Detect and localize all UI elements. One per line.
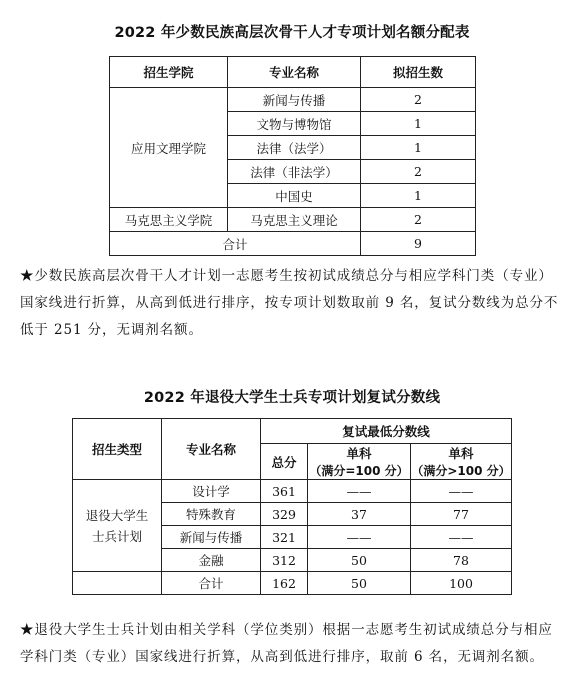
- minority-quota-table: [109, 56, 476, 256]
- college-cell: 马克思主义学院: [110, 208, 228, 232]
- major-cell: 文物与博物馆: [228, 112, 361, 136]
- header-single-100-sub: （满分=100 分）: [309, 464, 409, 478]
- table1-title: 2022 年少数民族高层次骨干人才专项计划名额分配表: [114, 25, 470, 41]
- quota-cell: 1: [361, 136, 476, 160]
- single-100-cell: 50: [308, 572, 411, 595]
- total-row: [73, 572, 512, 595]
- table2-title: 2022 年退役大学生士兵专项计划复试分数线: [143, 390, 441, 406]
- single-over-100-cell: ——: [411, 526, 512, 549]
- veteran-plan-note: ★退役大学生士兵计划由相关学科（学位类别）根据一志愿考生初试成绩总分与相应学科门类（专业）国家线进行折算，从高到低进行排序，取前 6 名，无调剂名额。: [20, 622, 553, 665]
- quota-cell: 1: [361, 112, 476, 136]
- plan-type-cell: [73, 480, 162, 572]
- header-single-100: [308, 444, 411, 480]
- major-cell: 中国史: [228, 184, 361, 208]
- header-single-over-100-title: 单科: [448, 446, 474, 461]
- minority-plan-note: ★少数民族高层次骨干人才计划一志愿考生按初试成绩总分与相应学科门类（专业）国家线进行折算，从高到低进行排序，按专项计划数取前 9 名，复试分数线为总分不低于 251 分，无调剂名额。: [20, 268, 559, 338]
- header-plan-type: 招生类型: [73, 419, 162, 480]
- table-row: [110, 208, 476, 232]
- major-cell: 金融: [162, 549, 261, 572]
- total-label: 合计: [162, 572, 261, 595]
- major-cell: 设计学: [162, 480, 261, 503]
- total-value: 9: [361, 232, 476, 256]
- major-cell: 新闻与传播: [228, 88, 361, 112]
- major-cell: 法律（法学）: [228, 136, 361, 160]
- total-score-cell: 329: [261, 503, 308, 526]
- header-major: 专业名称: [162, 419, 261, 480]
- total-score-cell: 321: [261, 526, 308, 549]
- header-quota: 拟招生数: [361, 57, 476, 88]
- total-score-cell: 361: [261, 480, 308, 503]
- single-over-100-cell: 100: [411, 572, 512, 595]
- quota-cell: 2: [361, 208, 476, 232]
- single-over-100-cell: ——: [411, 480, 512, 503]
- veteran-cutoff-table: [72, 418, 512, 595]
- major-cell: 新闻与传播: [162, 526, 261, 549]
- single-over-100-cell: 77: [411, 503, 512, 526]
- single-100-cell: ——: [308, 480, 411, 503]
- total-label: 合计: [110, 232, 361, 256]
- header-single-over-100: [411, 444, 512, 480]
- table-header-row: [110, 57, 476, 88]
- table-header-row: [73, 419, 512, 444]
- quota-cell: 2: [361, 88, 476, 112]
- header-single-100-title: 单科: [346, 446, 372, 461]
- major-cell: 法律（非法学）: [228, 160, 361, 184]
- header-college: 招生学院: [110, 57, 228, 88]
- total-row: [110, 232, 476, 256]
- quota-cell: 2: [361, 160, 476, 184]
- major-cell: 特殊教育: [162, 503, 261, 526]
- header-min-scores: 复试最低分数线: [261, 419, 512, 444]
- header-single-over-100-sub: （满分>100 分）: [411, 464, 511, 478]
- empty-cell: [73, 572, 162, 595]
- single-100-cell: 50: [308, 549, 411, 572]
- single-100-cell: 37: [308, 503, 411, 526]
- college-cell: 应用文理学院: [110, 88, 228, 208]
- quota-cell: 1: [361, 184, 476, 208]
- table-row: [73, 480, 512, 503]
- total-score-cell: 162: [261, 572, 308, 595]
- major-cell: 马克思主义理论: [228, 208, 361, 232]
- header-total-score: 总分: [261, 444, 308, 480]
- plan-type-label: 退役大学生士兵计划: [85, 507, 149, 544]
- header-major: 专业名称: [228, 57, 361, 88]
- table-row: [110, 88, 476, 112]
- single-over-100-cell: 78: [411, 549, 512, 572]
- single-100-cell: ——: [308, 526, 411, 549]
- total-score-cell: 312: [261, 549, 308, 572]
